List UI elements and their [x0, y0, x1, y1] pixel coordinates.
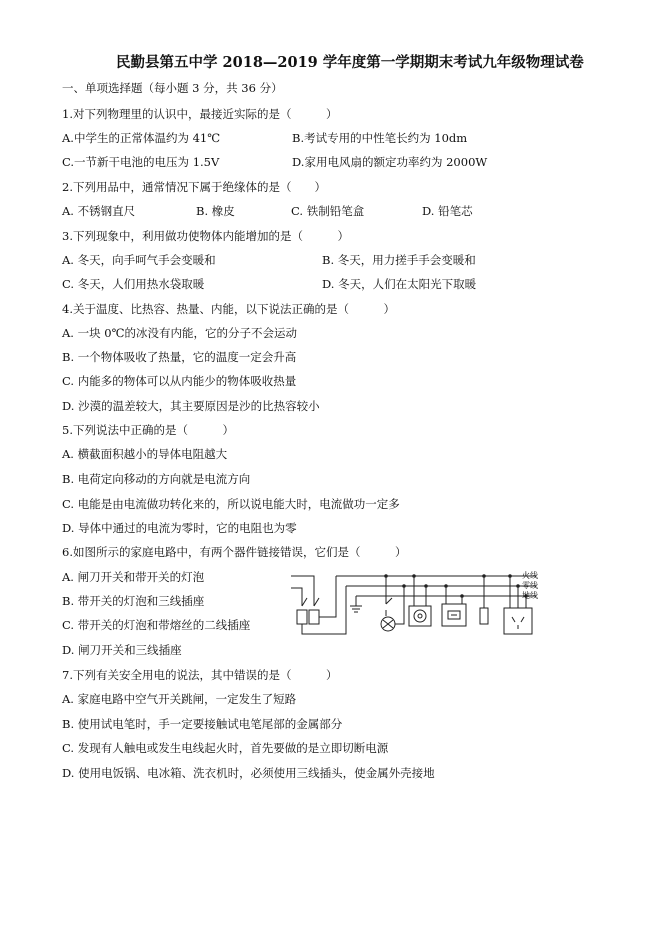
question-6-stem: 6.如图所示的家庭电路中，有两个器件链接错误，它们是（ ）: [62, 545, 407, 559]
question-6-option-d: D. 闸刀开关和三线插座: [62, 643, 182, 657]
inline-fuse: [480, 608, 488, 624]
wire-label-live: 火线: [522, 571, 538, 580]
question-4-option-d: D. 沙漠的温差较大，其主要原因是沙的比热容较小: [62, 399, 320, 413]
question-1-stem: 1.对下列物理里的认识中，最接近实际的是（ ）: [62, 107, 338, 121]
question-5-option-d: D. 导体中通过的电流为零时，它的电阻也为零: [62, 521, 297, 535]
question-3-option-d: D. 冬天，人们在太阳光下取暖: [322, 277, 477, 291]
question-7-option-a: A. 家庭电路中空气开关跳闸，一定发生了短路: [62, 692, 297, 706]
household-circuit-diagram: [288, 568, 538, 668]
question-1-option-d: D.家用电风扇的额定功率约为 2000W: [292, 155, 488, 169]
question-3-stem: 3.下列现象中，利用做功使物体内能增加的是（ ）: [62, 229, 349, 243]
question-5-stem: 5.下列说法中正确的是（ ）: [62, 423, 234, 437]
three-wire-socket-box: [504, 608, 532, 634]
exam-title: 民勤县第五中学 2018—2019 学年度第一学期期末考试九年级物理试卷: [116, 54, 584, 71]
question-7-option-d: D. 使用电饭锅、电冰箱、洗衣机时，必须使用三线插头，使金属外壳接地: [62, 766, 435, 780]
question-6-option-a: A. 闸刀开关和带开关的灯泡: [62, 570, 205, 584]
question-1-option-c: C.一节新干电池的电压为 1.5V: [62, 155, 220, 169]
question-2-option-b: B. 橡皮: [196, 204, 235, 218]
wire-label-earth: 地线: [522, 591, 538, 600]
question-2-stem: 2.下列用品中，通常情况下属于绝缘体的是（ ）: [62, 180, 326, 194]
question-2-option-a: A. 不锈钢直尺: [62, 204, 136, 218]
question-6-option-b: B. 带开关的灯泡和三线插座: [62, 594, 205, 608]
question-4-option-c: C. 内能多的物体可以从内能少的物体吸收热量: [62, 374, 297, 388]
fuse-box-right: [309, 610, 319, 624]
question-3-option-b: B. 冬天，用力搓手手会变暖和: [322, 253, 476, 267]
question-4-option-b: B. 一个物体吸收了热量，它的温度一定会升高: [62, 350, 297, 364]
question-4-option-a: A. 一块 0℃的冰没有内能，它的分子不会运动: [62, 326, 297, 340]
question-2-option-d: D. 铅笔芯: [422, 204, 473, 218]
question-2-option-c: C. 铁制铅笔盒: [291, 204, 365, 218]
question-1-option-a: A.中学生的正常体温约为 41℃: [62, 131, 221, 145]
wire-label-neutral: 零线: [522, 581, 538, 590]
question-6-option-c: C. 带开关的灯泡和带熔丝的二线插座: [62, 618, 251, 632]
section-heading: 一、单项选择题（每小题 3 分，共 36 分）: [62, 81, 283, 95]
question-7-stem: 7.下列有关安全用电的说法，其中错误的是（ ）: [62, 668, 338, 682]
question-7-option-c: C. 发现有人触电或发生电线起火时，首先要做的是立即切断电源: [62, 741, 389, 755]
question-7-option-b: B. 使用试电笔时，手一定要接触试电笔尾部的金属部分: [62, 717, 343, 731]
fuse-box-left: [297, 610, 307, 624]
question-4-stem: 4.关于温度、比热容、热量、内能，以下说法正确的是（ ）: [62, 302, 395, 316]
question-1-option-b: B.考试专用的中性笔长约为 10dm: [292, 131, 468, 145]
question-3-option-c: C. 冬天，人们用热水袋取暖: [62, 277, 205, 291]
fuse-socket-box: [409, 606, 431, 626]
question-5-option-a: A. 横截面积越小的导体电阻越大: [62, 447, 228, 461]
question-5-option-b: B. 电荷定向移动的方向就是电流方向: [62, 472, 251, 486]
question-5-option-c: C. 电能是由电流做功转化来的，所以说电能大时，电流做功一定多: [62, 497, 400, 511]
question-3-option-a: A. 冬天，向手呵气手会变暖和: [62, 253, 216, 267]
